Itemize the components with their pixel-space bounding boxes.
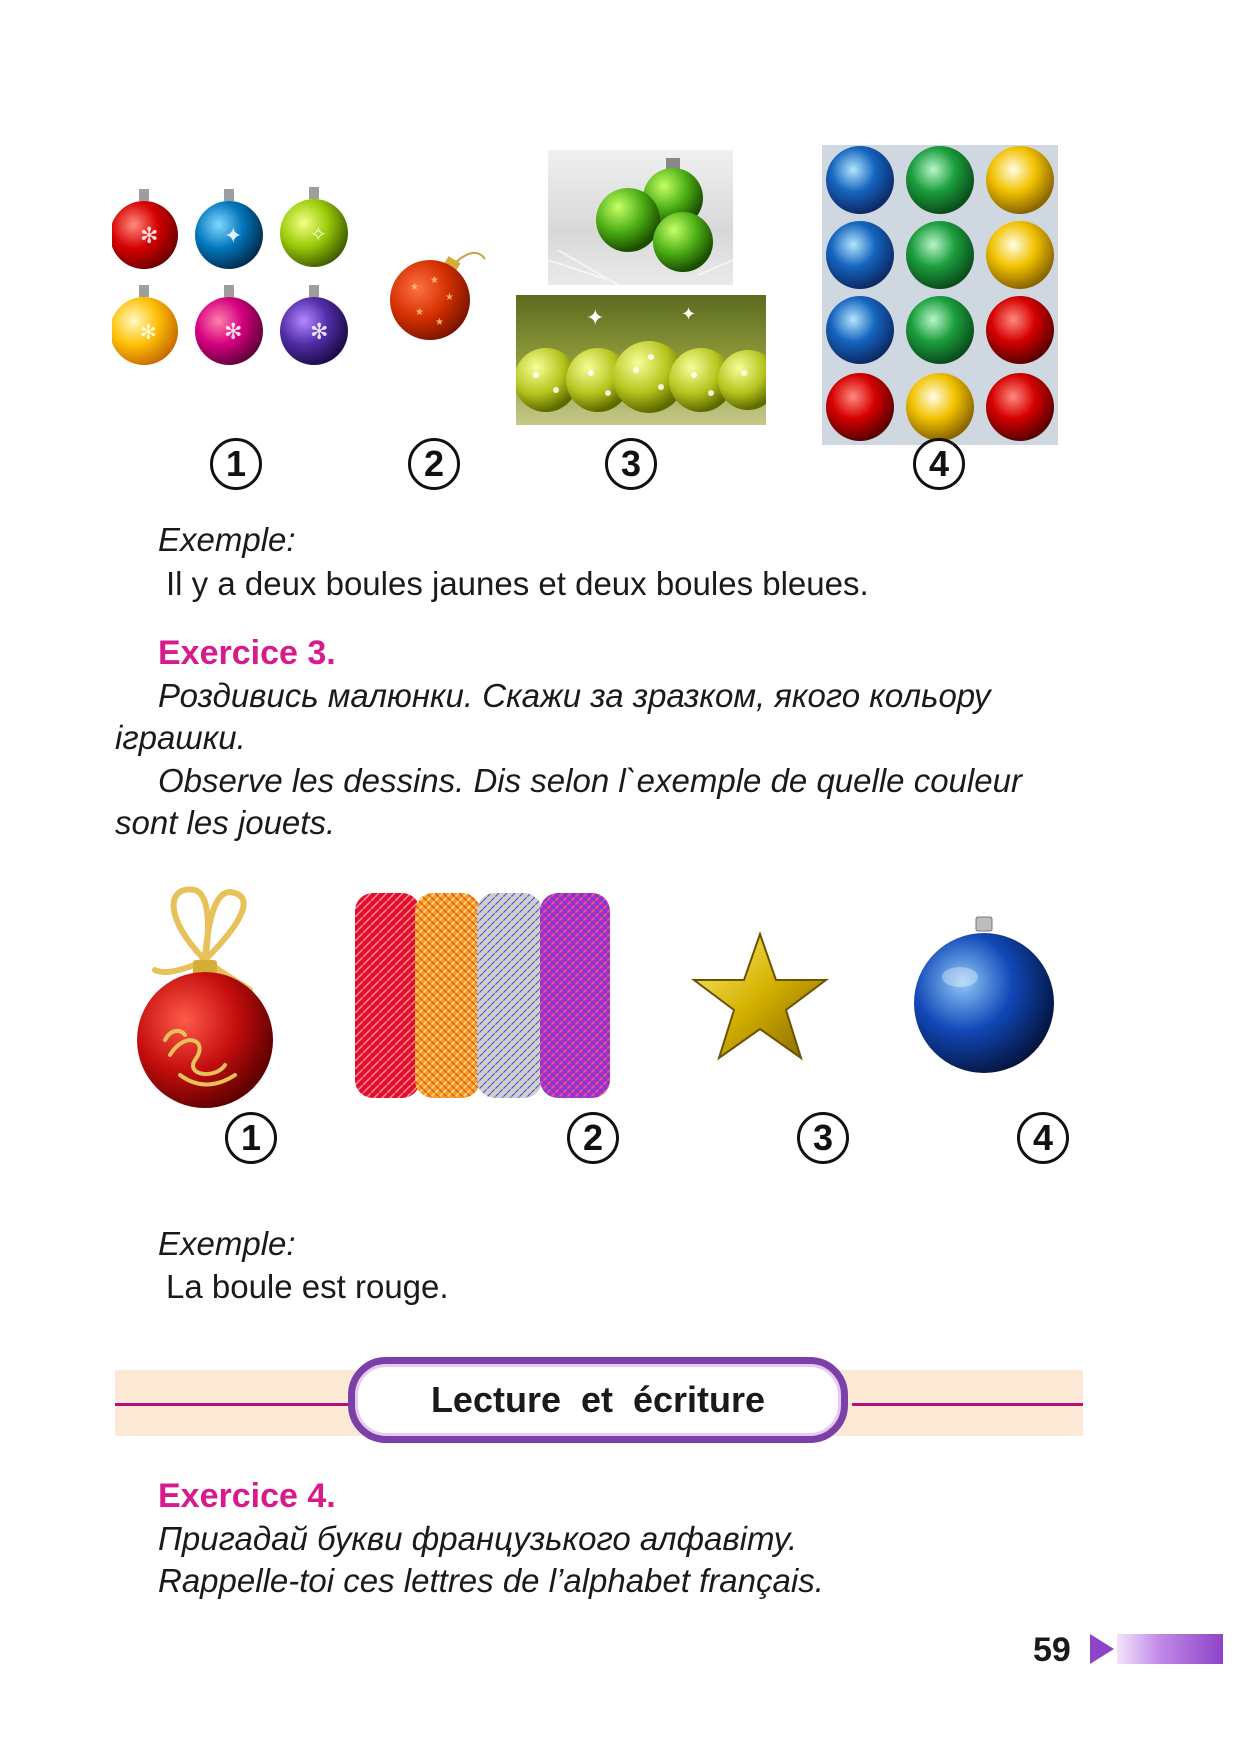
- exercise-4-instruction-fr: Rappelle-toi ces lettres de l’alphabet français.: [158, 1562, 824, 1599]
- blue-ornament-picture: [910, 915, 1060, 1080]
- ornament-red-picture: [385, 245, 495, 345]
- toy-number-2: 2: [567, 1112, 619, 1164]
- example-label-2: Exemple:: [158, 1225, 296, 1262]
- ornaments-six-picture: [112, 185, 372, 385]
- picture-number-4: 4: [913, 438, 965, 490]
- svg-text:✻: ✻: [140, 224, 159, 249]
- tinsel-garland-picture: [355, 893, 610, 1098]
- ornaments-green-top-picture: [548, 150, 733, 285]
- svg-text:★: ★: [435, 317, 444, 328]
- svg-text:★: ★: [430, 275, 439, 286]
- svg-text:✻: ✻: [224, 320, 243, 345]
- section-line-left: [115, 1403, 355, 1406]
- footer-bar: [1117, 1634, 1223, 1664]
- svg-text:✻: ✻: [310, 320, 329, 345]
- play-arrow-icon: [1090, 1634, 1114, 1664]
- section-title: Lecture et écriture: [430, 1379, 766, 1420]
- exercise-4-title: Exercice 4.: [158, 1477, 336, 1515]
- toy-number-4: 4: [1017, 1112, 1069, 1164]
- red-ornament-with-bow-picture: [125, 880, 285, 1110]
- page-number: 59: [1033, 1631, 1071, 1669]
- exercise-3-instruction-fr-1: Observe les dessins. Dis selon l`exemple de quelle couleur: [158, 762, 1022, 799]
- ornaments-grid-picture: [822, 145, 1058, 445]
- section-header-box: [348, 1357, 848, 1443]
- picture-number-1: 1: [210, 438, 262, 490]
- svg-text:★: ★: [410, 282, 419, 293]
- exercise-3-instruction-uk-1: Роздивись малюнки. Скажи за зразком, якого кольору: [158, 677, 991, 714]
- svg-text:✻: ✻: [140, 320, 157, 344]
- ornaments-green-bottom-picture: [516, 295, 766, 425]
- section-line-right: [852, 1403, 1083, 1406]
- picture-number-2: 2: [408, 438, 460, 490]
- svg-text:✧: ✧: [310, 222, 327, 246]
- picture-number-3: 3: [605, 438, 657, 490]
- example-sentence: Il y a deux boules jaunes et deux boules bleues.: [166, 565, 869, 602]
- toy-number-3: 3: [797, 1112, 849, 1164]
- svg-text:✦: ✦: [586, 306, 605, 331]
- example-label: Exemple:: [158, 521, 296, 558]
- exercise-3-instruction-uk-2: іграшки.: [115, 719, 246, 756]
- svg-text:✦: ✦: [224, 224, 243, 249]
- exercise-4-instruction-uk: Пригадай букви французького алфавіту.: [158, 1520, 798, 1557]
- toy-number-1: 1: [225, 1112, 277, 1164]
- example-sentence-2: La boule est rouge.: [166, 1268, 449, 1305]
- gold-star-picture: [690, 930, 830, 1065]
- exercise-3-instruction-fr-2: sont les jouets.: [115, 804, 336, 841]
- svg-text:★: ★: [445, 292, 454, 303]
- exercise-3-title: Exercice 3.: [158, 634, 336, 672]
- svg-text:✦: ✦: [681, 304, 697, 325]
- svg-text:★: ★: [415, 307, 424, 318]
